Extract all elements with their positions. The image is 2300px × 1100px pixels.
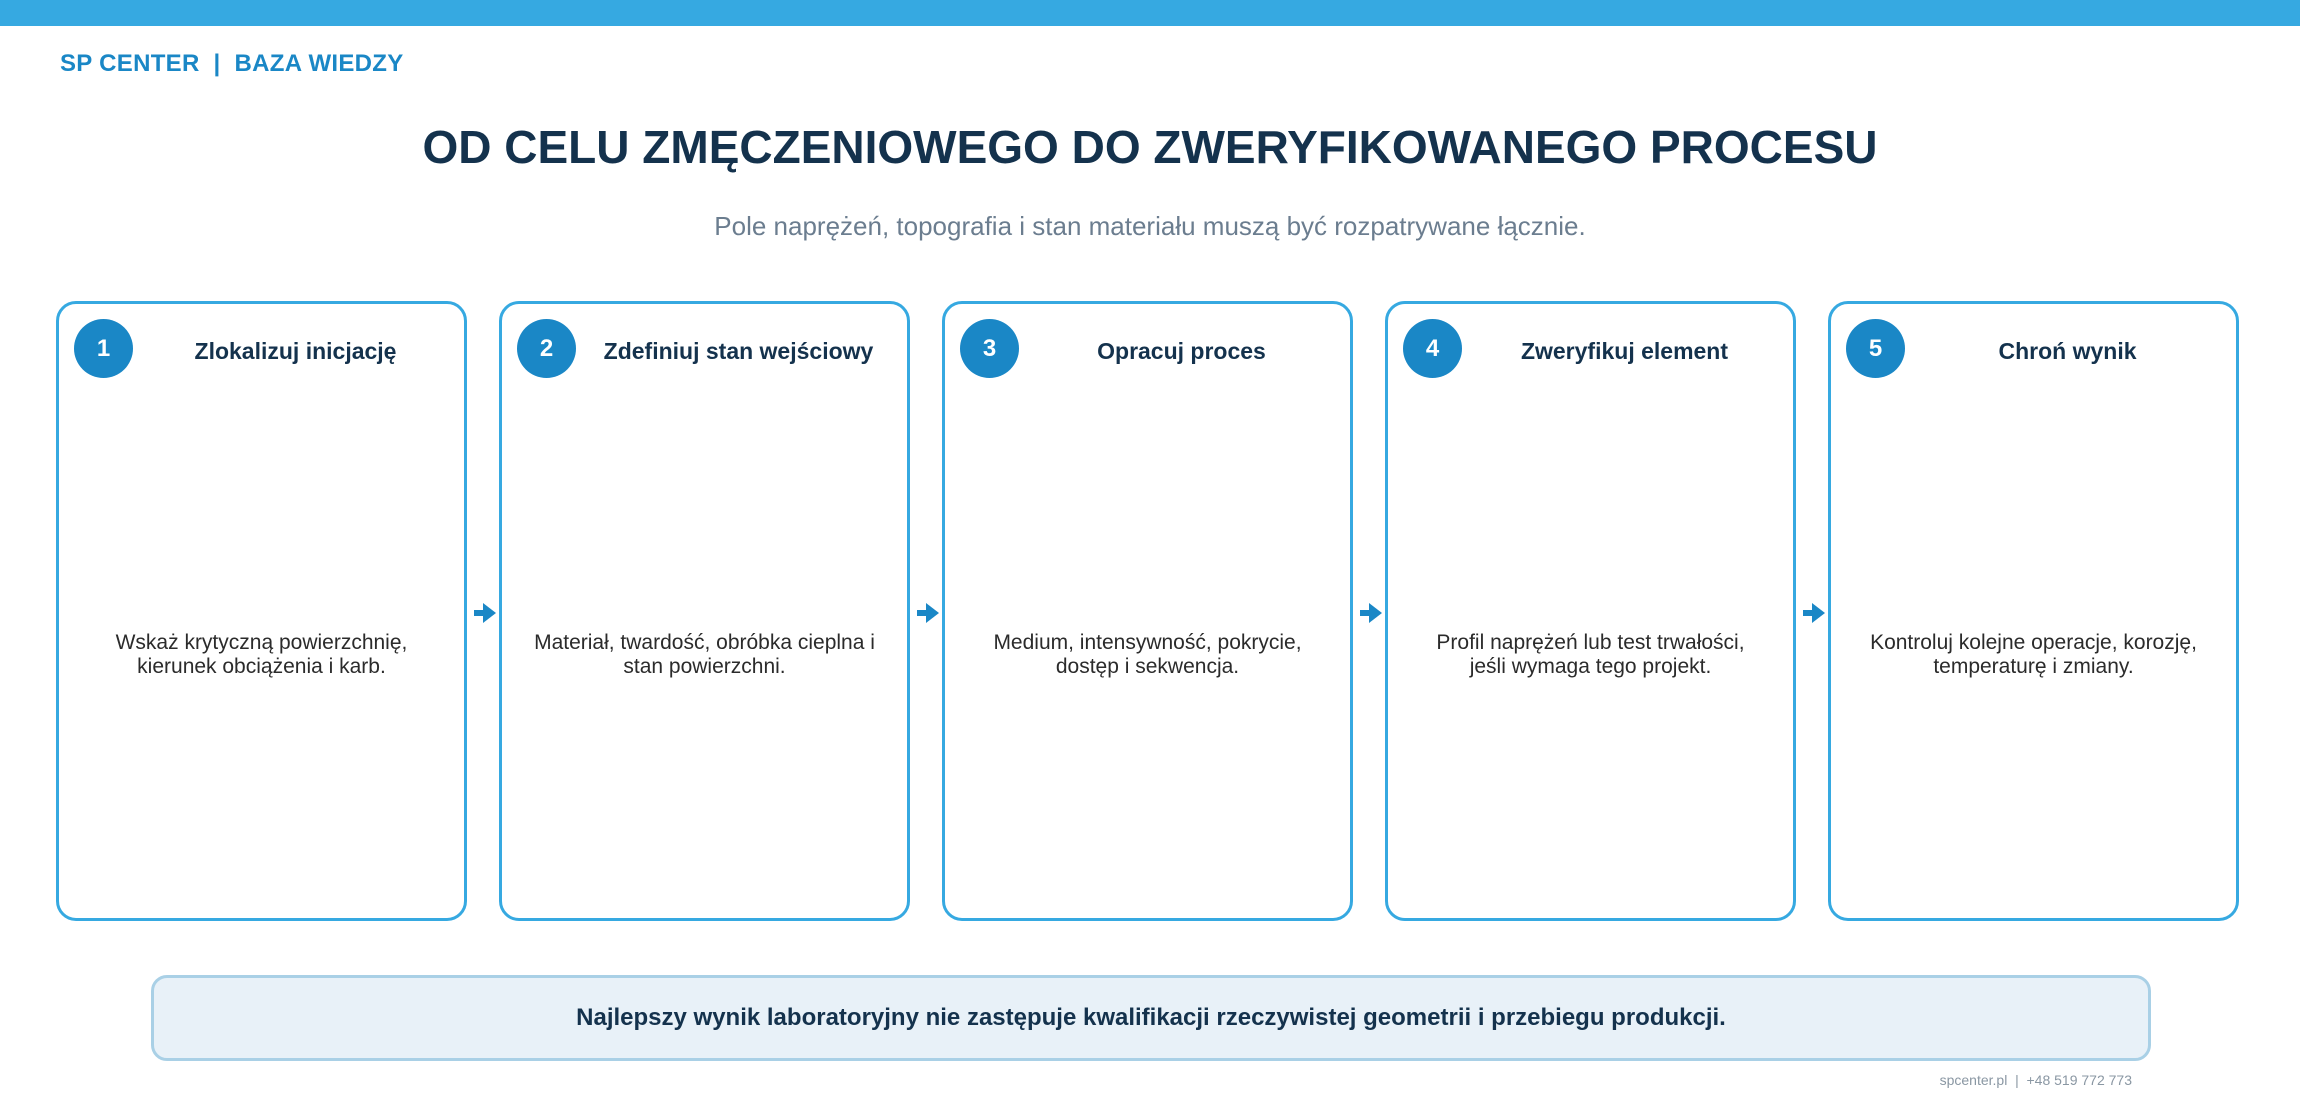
step-number-badge: 5 (1846, 319, 1905, 378)
step-description: Wskaż krytyczną powierzchnię, kierunek obciążenia i karb. (115, 631, 408, 678)
arrow-right-icon (474, 601, 496, 625)
arrow-right-icon (917, 601, 939, 625)
step-title: Zdefiniuj stan wejściowy (603, 338, 874, 364)
arrow-right-icon (1803, 601, 1825, 625)
page-title: OD CELU ZMĘCZENIOWEGO DO ZWERYFIKOWANEGO PROCESU (422, 121, 1878, 173)
step-description: Kontroluj kolejne operacje, korozję, temperaturę i zmiany. (1870, 631, 2197, 678)
step-number-badge: 3 (960, 319, 1019, 378)
step-number-badge: 4 (1403, 319, 1462, 378)
step-title: Zlokalizuj inicjację (194, 338, 397, 364)
step-description: Medium, intensywność, pokrycie, dostęp i sekwencja. (993, 631, 1302, 678)
step-card-5 (1828, 301, 2239, 921)
key-takeaway-text: Najlepszy wynik laboratoryjny nie zastępuje kwalifikacji rzeczywistej geometrii i przebiegu produkcji. (576, 1004, 1726, 1031)
step-title: Zweryfikuj element (1520, 338, 1729, 364)
page-subtitle: Pole naprężeń, topografia i stan materiału muszą być rozpatrywane łącznie. (714, 211, 1586, 241)
step-number-badge: 1 (74, 319, 133, 378)
step-card-1 (56, 301, 467, 921)
step-description: Profil naprężeń lub test trwałości, jeśli wymaga tego projekt. (1436, 631, 1745, 678)
top-accent-bar (0, 0, 2300, 26)
key-takeaway-box (151, 975, 2151, 1061)
step-number-badge: 2 (517, 319, 576, 378)
arrow-right-icon (1360, 601, 1382, 625)
step-card-2 (499, 301, 910, 921)
brand-header: SP CENTER | BAZA WIEDZY (60, 50, 404, 77)
step-title: Opracuj proces (1097, 338, 1266, 364)
footer-contact: spcenter.pl | +48 519 772 773 (1939, 1072, 2132, 1088)
step-description: Materiał, twardość, obróbka cieplna i stan powierzchni. (534, 631, 875, 678)
step-title: Chroń wynik (1998, 338, 2137, 364)
step-card-3 (942, 301, 1353, 921)
step-card-4 (1385, 301, 1796, 921)
